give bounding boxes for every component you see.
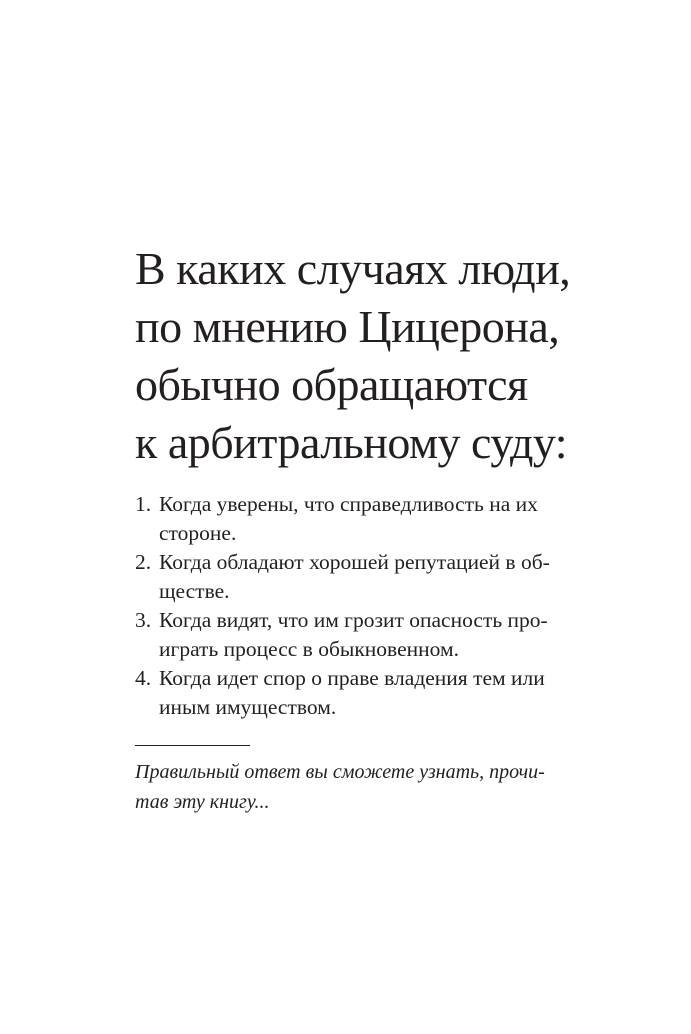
- answer-option-4: [135, 664, 605, 722]
- answer-text-line: ществе.: [159, 579, 230, 603]
- question-line: обычно обращаются: [135, 359, 528, 410]
- question-line: к арбитральному суду:: [135, 417, 568, 468]
- answer-option-3: [135, 606, 605, 664]
- footnote-line: Правильный ответ вы сможете узнать, прочи-: [135, 761, 545, 783]
- answer-number: 3.: [135, 608, 152, 632]
- answer-text-line: стороне.: [159, 521, 237, 545]
- answer-text-line: играть процесс в обыкновенном.: [159, 637, 459, 661]
- question-line: В каких случаях люди,: [135, 243, 571, 294]
- answer-option-2: [135, 548, 605, 606]
- answer-text-line: иным имуществом.: [159, 695, 337, 719]
- answer-text-line: Когда видят, что им грозит опасность про-: [159, 608, 548, 632]
- answer-number: 1.: [135, 492, 152, 516]
- footnote-line: тав эту книгу...: [135, 791, 270, 813]
- question-line: по мнению Цицерона,: [135, 301, 560, 352]
- footnote-divider: [135, 745, 250, 746]
- answer-options-list: [135, 490, 605, 722]
- answer-number: 2.: [135, 550, 152, 574]
- footnote: [135, 757, 605, 817]
- answer-text-line: Когда обладают хорошей репутацией в об-: [159, 550, 550, 574]
- question-heading: [135, 240, 665, 472]
- answer-option-1: [135, 490, 605, 548]
- answer-number: 4.: [135, 666, 152, 690]
- answer-text-line: Когда уверены, что справедливость на их: [159, 492, 538, 516]
- answer-text-line: Когда идет спор о праве владения тем или: [159, 666, 545, 690]
